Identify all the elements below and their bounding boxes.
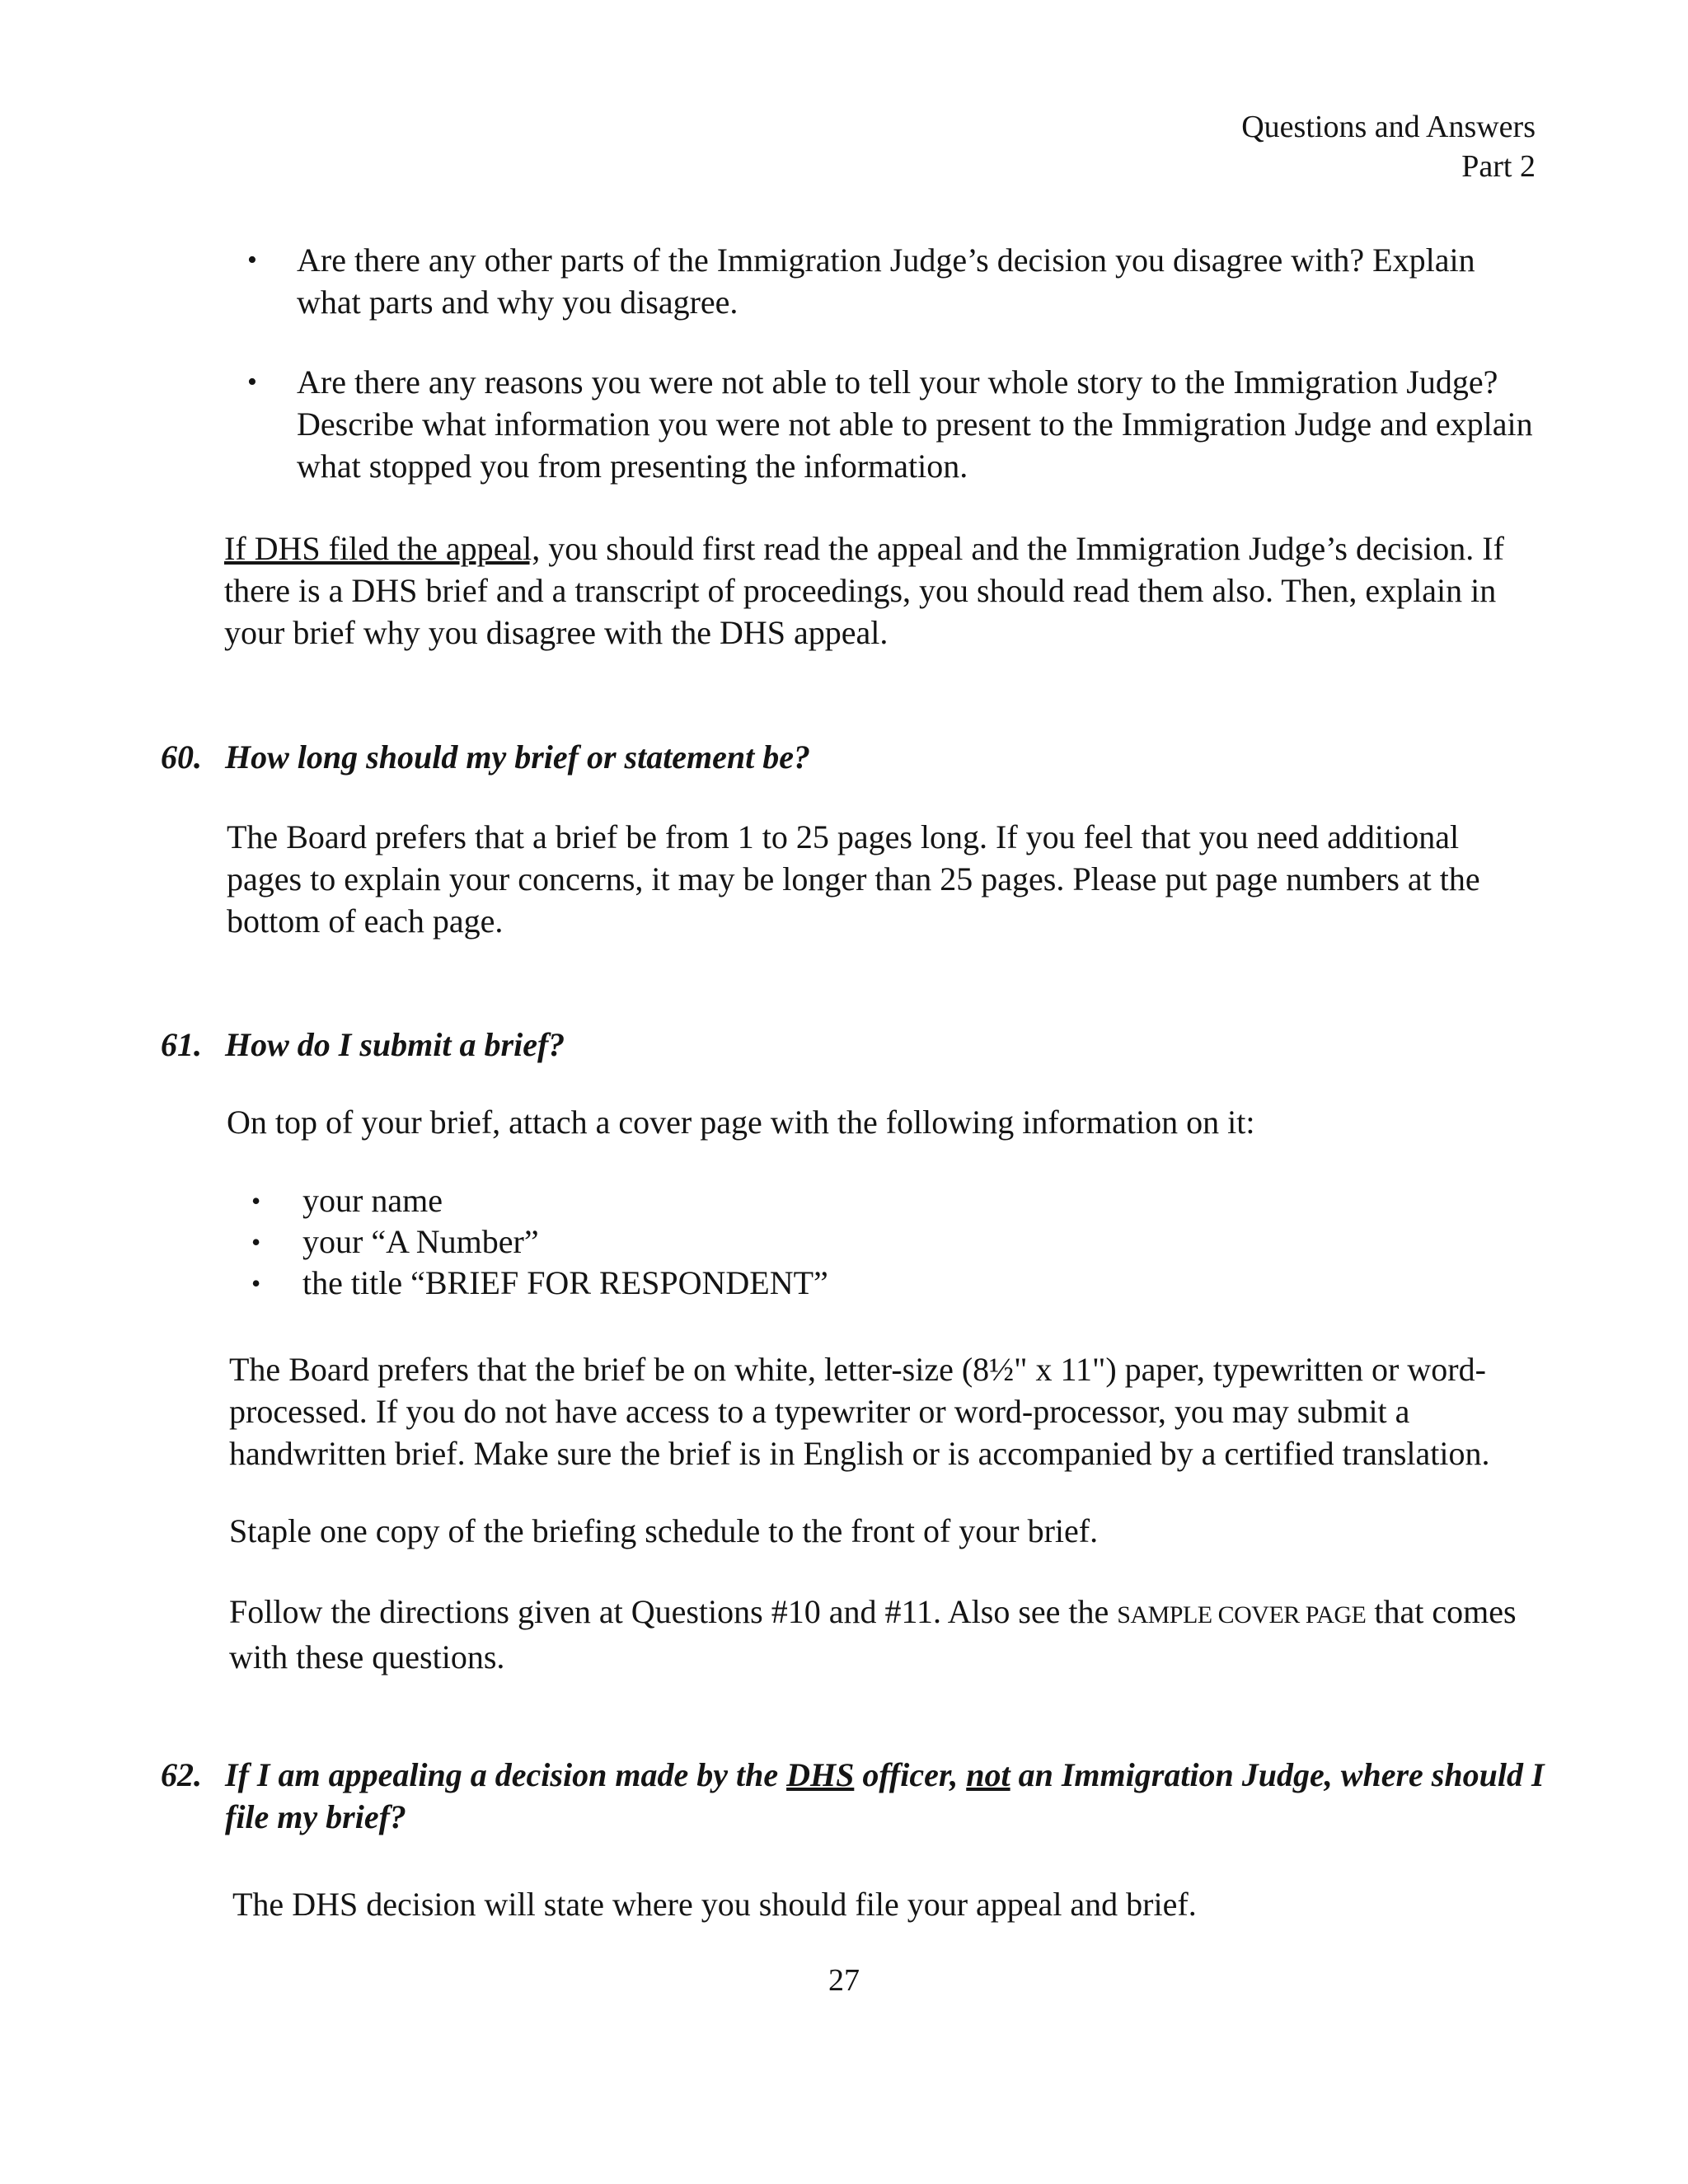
question-text: How long should my brief or statement be? (225, 738, 811, 776)
question-text-underlined: not (966, 1756, 1010, 1793)
question-text-underlined: DHS (786, 1756, 855, 1793)
follow-text-after: that comes with these questions. (229, 1593, 1517, 1675)
question-text-part: If I am appealing a decision made by the (225, 1756, 787, 1793)
page-number: 27 (828, 1963, 860, 1998)
header-title: Questions and Answers (1241, 110, 1536, 144)
list-item: • your “A Number” (251, 1221, 1240, 1263)
disagreement-questions-list (247, 239, 1533, 525)
list-item: • Are there any other parts of the Immigration Judge’s decision you disagree with? Explain what parts and why you disagree. (297, 239, 1533, 323)
question-text (225, 1754, 1545, 1838)
cover-page-items (251, 1180, 1240, 1304)
question-number: 62. (161, 1756, 202, 1793)
follow-directions-paragraph (229, 1591, 1531, 1678)
cover-page-intro: On top of your brief, attach a cover page with the following information on it: (227, 1104, 1255, 1141)
staple-paragraph: Staple one copy of the briefing schedule to the front of your brief. (229, 1512, 1099, 1549)
question-60-answer: The Board prefers that a brief be from 1 to 25 pages long. If you feel that you need additional pages to explain your concerns, it may be longer than 25 pages. Please put page numbers at the bottom of each page. (227, 818, 1480, 940)
question-61-heading (161, 1024, 1545, 1066)
follow-text-before: Follow the directions given at Questions #10 and #11. Also see the (229, 1593, 1118, 1630)
page-header (1241, 107, 1536, 186)
question-62-answer: The DHS decision will state where you should file your appeal and brief. (232, 1886, 1197, 1923)
header-part: Part 2 (1461, 149, 1536, 184)
question-text-part: officer, (854, 1756, 967, 1793)
question-text-part: an Immigration Judge, where should I file my brief? (225, 1756, 1545, 1835)
paper-requirements-paragraph: The Board prefers that the brief be on white, letter-size (8½" x 11") paper, typewritten or word-processed. If you do not have access to a typewriter or word-processor, you may submit a handwritten brief. Make sure the brief is in English or is accompanied by a certified translation. (229, 1351, 1490, 1472)
question-text: How do I submit a brief? (225, 1026, 565, 1063)
list-item: • Are there any reasons you were not able to tell your whole story to the Immigration Judge? Describe what information you were not able to present to the Immigration Judge and explain what stopped you from presenting the information. (297, 361, 1533, 487)
question-62-heading (161, 1754, 1545, 1838)
question-number: 60. (161, 738, 202, 776)
sample-cover-page-reference: SAMPLE COVER PAGE (1117, 1601, 1367, 1629)
dhs-appeal-rest: you should first read the appeal and the Immigration Judge’s decision. If there is a DHS brief and a transcript of proceedings, you should read them also. Then, explain in your brief why you disagree with the DHS appeal. (224, 530, 1504, 651)
question-60-heading (161, 736, 1545, 778)
list-item: • the title “BRIEF FOR RESPONDENT” (251, 1263, 1240, 1304)
list-item: • your name (251, 1180, 1240, 1221)
dhs-appeal-lead: If DHS filed the appeal, (224, 530, 541, 567)
dhs-appeal-paragraph (224, 527, 1526, 654)
question-number: 61. (161, 1026, 202, 1063)
